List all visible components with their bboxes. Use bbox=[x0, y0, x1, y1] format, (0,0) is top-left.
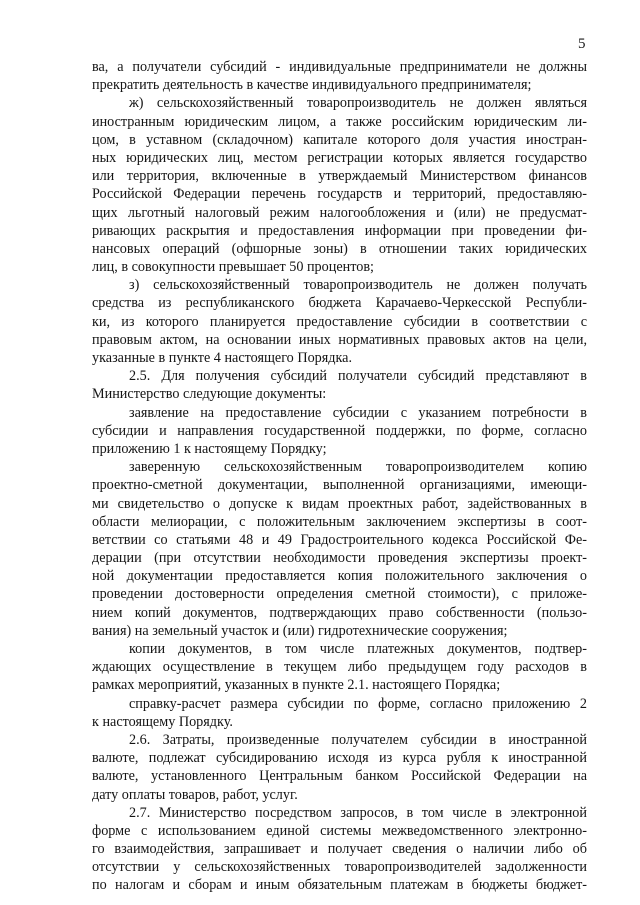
text-line: щих льготный налоговый режим налогообложения и (или) не предусмат- bbox=[92, 204, 587, 221]
text-line: правовым актом, на основании иных нормативных правовых актов на цели, bbox=[92, 331, 587, 348]
text-line: или территория, включенные в утверждаемый Министерством финансов bbox=[92, 168, 587, 185]
text-line: заявление на предоставление субсидии с указанием потребности в bbox=[129, 404, 587, 421]
text-line: ждающих осуществление в текущем либо предыдущем году расходов в bbox=[92, 659, 587, 676]
text-line: ной документации предоставляется копия положительного заключения о bbox=[92, 568, 587, 585]
text-line: ривающих раскрытия и предоставления информации при проведении фи- bbox=[92, 222, 587, 239]
text-line: дату оплаты товаров, работ, услуг. bbox=[92, 786, 298, 803]
text-line: го взаимодействия, запрашивает и получает сведения о наличии либо об bbox=[92, 841, 587, 858]
text-line: лиц, в совокупности превышает 50 процентов; bbox=[92, 259, 374, 276]
text-line: области мелиорации, с положительным заключением экспертизы в соот- bbox=[92, 513, 587, 530]
text-line: ва, а получатели субсидий - индивидуальные предприниматели не должны bbox=[92, 59, 587, 75]
text-line: прекратить деятельность в качестве индивидуального предпринимателя; bbox=[92, 77, 532, 94]
text-line: иностранным юридическим лицом, а также российским юридическим ли- bbox=[92, 113, 587, 130]
text-line: валюте, установленного Центральным банком Российской Федерации на bbox=[92, 768, 587, 785]
text-line: Министерство следующие документы: bbox=[92, 386, 327, 403]
text-line: по налогам и сборам и иным обязательным платежам в бюджеты бюджет- bbox=[92, 877, 587, 894]
text-line: форме с использованием единой системы межведомственного электронно- bbox=[92, 822, 587, 839]
text-line: ки, из которого планируется предоставление субсидии в соответствии с bbox=[92, 313, 587, 330]
text-line: копии документов, в том числе платежных документов, подтвер- bbox=[129, 641, 587, 657]
page-number: 5 bbox=[578, 36, 586, 52]
text-line: рамках мероприятий, указанных в пункте 2.1. настоящего Порядка; bbox=[92, 677, 501, 694]
text-line: ми свидетельство о допуске к видам проектных работ, задействованных в bbox=[92, 495, 587, 512]
text-line: 2.5. Для получения субсидий получатели субсидий представляют в bbox=[129, 368, 587, 385]
text-line: ветствии со статьями 48 и 49 Градостроительного кодекса Российской Фе- bbox=[92, 531, 587, 548]
text-line: справку-расчет размера субсидии по форме, согласно приложению 2 bbox=[129, 695, 587, 712]
text-line: ных юридических лиц, местом регистрации которых является государство bbox=[92, 149, 587, 166]
text-line: приложению 1 к настоящему Порядку; bbox=[92, 440, 327, 457]
text-line: ж) сельскохозяйственный товаропроизводитель не должен являться bbox=[129, 95, 587, 112]
text-line: проектно-сметной документации, выполненной организациями, имеющи- bbox=[92, 477, 587, 494]
text-line: 2.7. Министерство посредством запросов, в том числе в электронной bbox=[129, 804, 587, 821]
text-line: дерации (при отсутствии необходимости проведения экспертизы проект- bbox=[92, 550, 587, 567]
text-line: валюте, подлежат субсидированию исходя из курса рубля к иностранной bbox=[92, 750, 587, 767]
text-line: нансовых операций (офшорные зоны) в отношении таких юридических bbox=[92, 240, 587, 257]
text-line: з) сельскохозяйственный товаропроизводитель не должен получать bbox=[129, 277, 587, 294]
text-line: вания) на земельный участок и (или) гидротехнические сооружения; bbox=[92, 622, 508, 639]
text-line: субсидии и направления государственной поддержки, по форме, согласно bbox=[92, 422, 587, 439]
text-line: указанные в пункте 4 настоящего Порядка. bbox=[92, 350, 353, 366]
text-line: цом, в уставном (складочном) капитале которого доля участия иностран- bbox=[92, 131, 587, 148]
text-line: отсутствии у сельскохозяйственных товаропроизводителей задолженности bbox=[92, 859, 587, 876]
document-body bbox=[92, 58, 587, 895]
text-line: нием копий документов, подтверждающих право собственности (пользо- bbox=[92, 604, 587, 621]
text-line: заверенную сельскохозяйственным товаропроизводителем копию bbox=[129, 459, 587, 476]
text-line: Российской Федерации перечень государств и территорий, предоставляю- bbox=[92, 186, 587, 203]
text-line: 2.6. Затраты, произведенные получателем субсидии в иностранной bbox=[129, 731, 587, 748]
text-line: к настоящему Порядку. bbox=[92, 713, 233, 730]
text-line: проведении достоверности определения сметной стоимости), с приложе- bbox=[92, 586, 587, 603]
text-line: средства из республиканского бюджета Карачаево-Черкесской Республи- bbox=[92, 295, 587, 312]
